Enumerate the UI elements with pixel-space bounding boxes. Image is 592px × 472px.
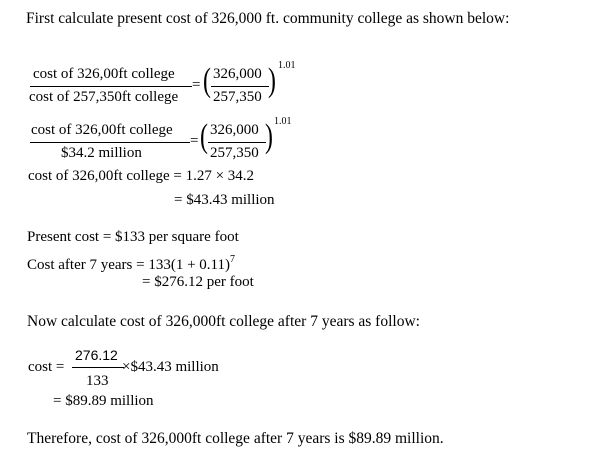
- intro-text: First calculate present cost of 326,000 ft. community college as shown below:: [26, 10, 510, 27]
- calc1-line2: = $43.43 million: [174, 192, 275, 208]
- ratio2-left-denominator: $34.2 million: [61, 145, 142, 161]
- calc1-line1: cost of 326,00ft college = 1.27 × 34.2: [28, 168, 255, 184]
- ratio2-equals: =: [190, 133, 199, 149]
- cost-after-years-line: [27, 251, 235, 274]
- ratio2-right-fraction-bar: [208, 142, 266, 143]
- ratio1-right-paren: ): [268, 62, 276, 99]
- ratio2-left-fraction-bar: [30, 142, 190, 143]
- present-result-line: = $276.12 per foot: [142, 274, 254, 290]
- ratio2-left-numerator: cost of 326,00ft college: [31, 122, 173, 138]
- ratio1-right-denominator: 257,350: [213, 89, 262, 105]
- cost-fraction-bar: [72, 367, 124, 368]
- cost-result: = $89.89 million: [53, 393, 154, 409]
- ratio2-right-paren: ): [265, 118, 273, 155]
- ratio1-equals: =: [192, 77, 201, 93]
- cost-after-years-base: Cost after 7 years = 133(1 + 0.11): [27, 257, 230, 273]
- conclusion-text: Therefore, cost of 326,000ft college after 7 years is $89.89 million.: [27, 430, 444, 447]
- ratio2-left-paren: (: [200, 118, 208, 155]
- cost-numerator: 276.12: [75, 347, 118, 363]
- present-cost-line: Present cost = $133 per square foot: [27, 229, 239, 245]
- ratio1-left-paren: (: [203, 62, 211, 99]
- ratio2-right-denominator: 257,350: [210, 145, 259, 161]
- cost-after-years-exponent: 7: [229, 254, 235, 265]
- cost-times-term: ×$43.43 million: [122, 359, 219, 375]
- ratio1-right-numerator: 326,000: [213, 66, 262, 82]
- cost-denominator: 133: [86, 373, 109, 389]
- ratio2-exponent: 1.01: [274, 116, 292, 127]
- now-calc-text: Now calculate cost of 326,000ft college after 7 years as follow:: [27, 313, 420, 330]
- ratio1-exponent: 1.01: [278, 60, 296, 71]
- ratio1-right-fraction-bar: [211, 86, 269, 87]
- cost-label: cost =: [28, 359, 65, 375]
- ratio1-left-fraction-bar: [30, 86, 192, 87]
- ratio2-right-numerator: 326,000: [210, 122, 259, 138]
- ratio1-left-denominator: cost of 257,350ft college: [29, 89, 179, 105]
- ratio1-left-numerator: cost of 326,00ft college: [33, 66, 175, 82]
